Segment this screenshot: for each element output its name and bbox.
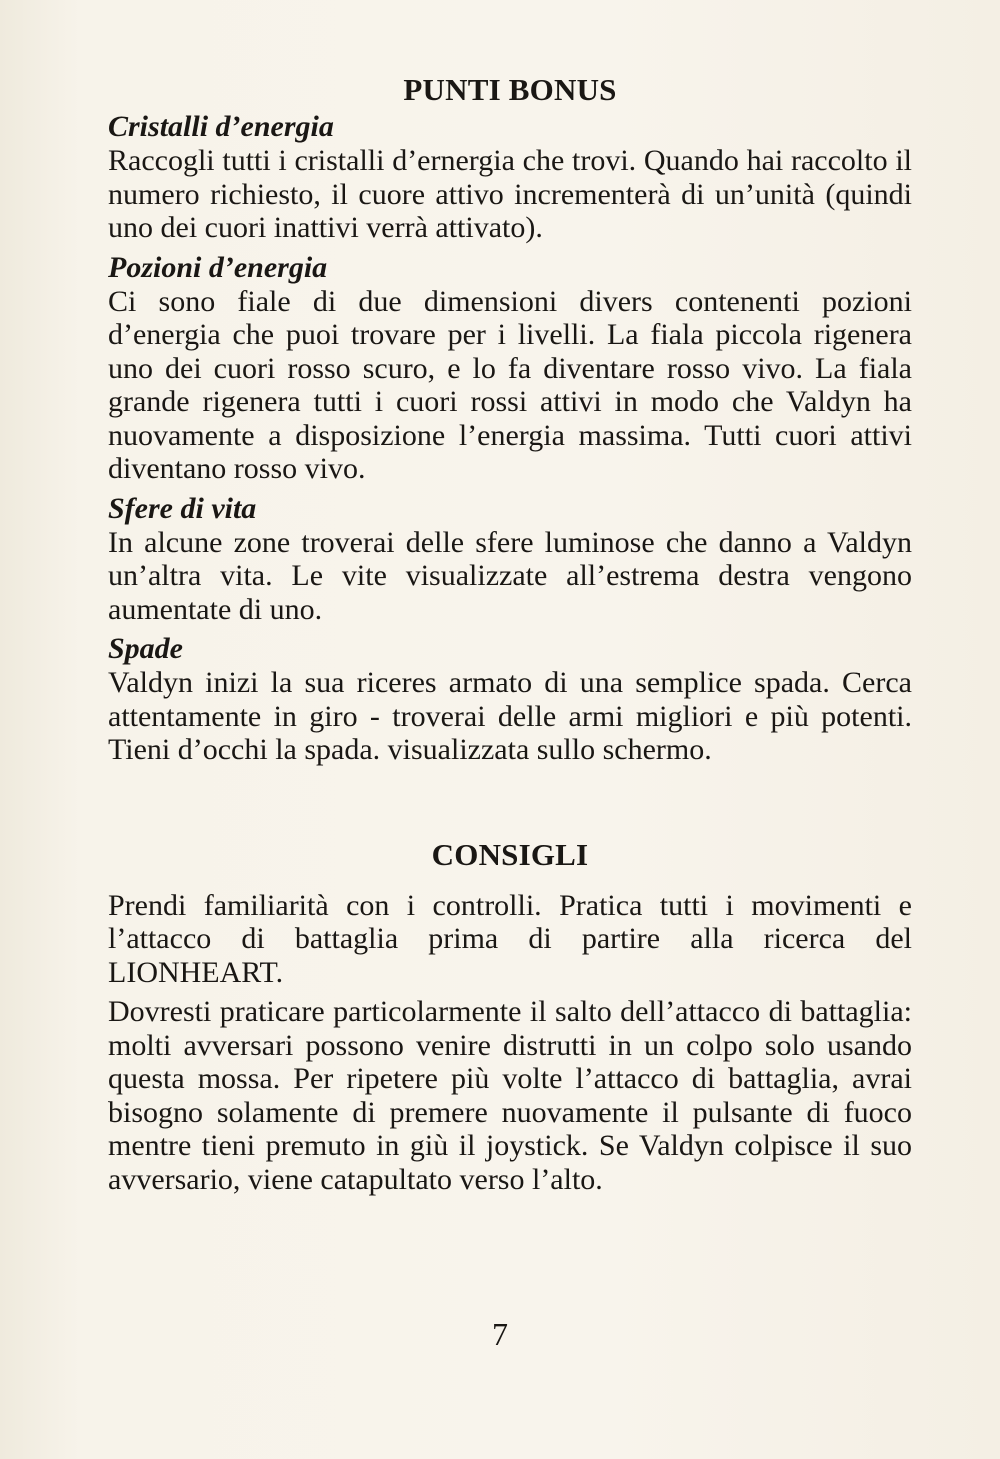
bonus-item-text: In alcune zone troverai delle sfere luminose che danno a Valdyn un’altra vita. Le vite visualizzate all’estrema destra vengono aumentate di uno.	[108, 525, 912, 626]
bonus-item-spade	[108, 632, 912, 767]
bonus-item-title: Pozioni d’energia	[108, 250, 328, 284]
bonus-item-title: Cristalli d’energia	[108, 110, 334, 143]
section-spacer	[108, 773, 912, 835]
tips-paragraph: Prendi familiarità con i controlli. Pratica tutti i movimenti e l’attacco di battaglia prima di partire alla ricerca del LIONHEART.	[108, 888, 912, 989]
bonus-item-pozioni	[108, 251, 912, 486]
bonus-item-sfere	[108, 492, 912, 627]
tips-paragraph: Dovresti praticare particolarmente il salto dell’attacco di battaglia: molti avversari possono venire distrutti in un colpo solo usando questa mossa. Per ripetere più volte l’attacco di battaglia, avrai bisogno solamente di premere nuovamente il pulsante di fuoco mentre tieni premuto in giù il joystick. Se Valdyn colpisce il suo avversario, viene catapultato verso l’alto.	[108, 995, 912, 1196]
bonus-item-text: Valdyn inizi la sua riceres armato di una semplice spada. Cerca attentamente in giro - troverai delle armi migliori e più potenti. Tieni d’occhi la spada. visualizzata sullo schermo.	[108, 666, 912, 766]
bonus-item-text: Raccogli tutti i cristalli d’ernergia che trovi. Quando hai raccolto il numero richiesto, il cuore attivo incrementerà di un’unità (quindi uno dei cuori inattivi verrà attivato).	[108, 144, 912, 244]
bonus-item-cristalli	[108, 110, 912, 245]
bonus-item-title: Spade	[108, 632, 183, 665]
bonus-item-text: Ci sono fiale di due dimensioni divers contenenti pozioni d’energia che puoi trovare per i livelli. La fiala piccola rigenera uno dei cuori rosso scuro, e lo fa diventare rosso vivo. La fiala grande rigenera tutti i cuori rossi attivi in modo che Valdyn ha nuovamente a disposizione l’energia massima. Tutti cuori attivi diventano rosso vivo.	[108, 284, 912, 485]
bonus-item-title: Sfere di vita	[108, 491, 257, 525]
page-content	[108, 70, 912, 1202]
section-heading-consigli: CONSIGLI	[431, 836, 589, 872]
page-number: 7	[492, 1316, 508, 1352]
section-heading-punti-bonus: PUNTI BONUS	[403, 72, 617, 107]
